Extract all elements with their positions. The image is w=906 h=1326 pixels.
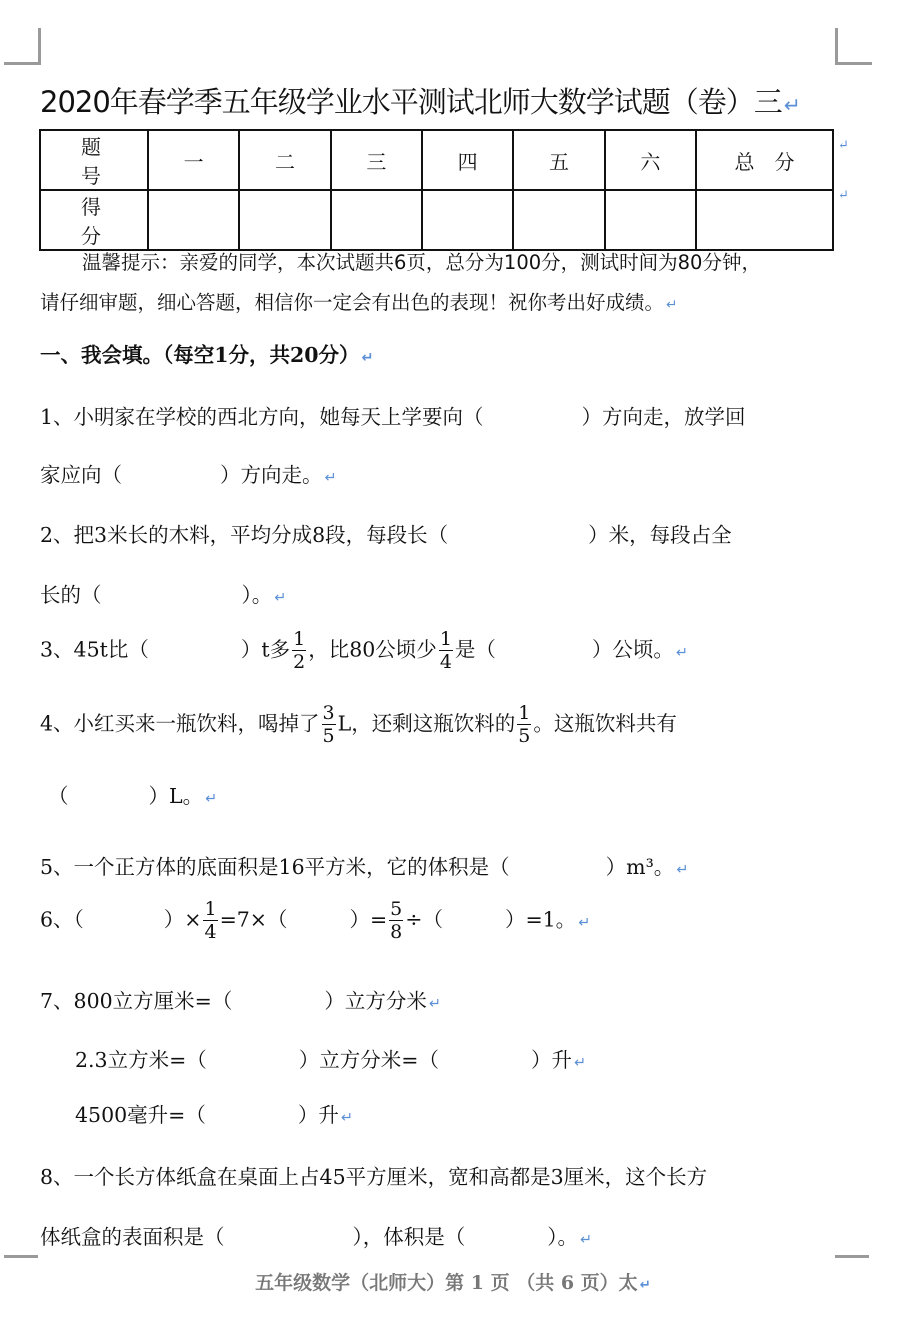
row-label-question-number: 题 号	[40, 130, 148, 190]
fraction: $\frac{1}{4}$	[439, 628, 452, 673]
header-cell-total: 总 分	[696, 130, 833, 190]
fraction: $\frac{1}{4}$	[204, 898, 217, 943]
question-7-line-2: 2.3立方米=（ ）立方分米=（ ）升 ↵	[75, 1048, 586, 1072]
score-table-header-row	[40, 130, 833, 190]
score-cell-6[interactable]	[605, 190, 696, 250]
header-cell-4: 四	[422, 130, 513, 190]
header-cell-3: 三	[331, 130, 422, 190]
score-cell-1[interactable]	[148, 190, 239, 250]
score-table-score-row	[40, 190, 833, 250]
header-cell-6: 六	[605, 130, 696, 190]
row-label-score: 得 分	[40, 190, 148, 250]
corner-mark-top-right	[835, 28, 872, 65]
question-8-line-1: 8、一个长方体纸盒在桌面上占45平方厘米，宽和高都是3厘米，这个长方	[40, 1165, 708, 1189]
corner-mark-top-left	[4, 28, 41, 65]
score-cell-2[interactable]	[239, 190, 330, 250]
score-cell-total[interactable]	[696, 190, 833, 250]
fraction: $\frac{1}{2}$	[293, 628, 306, 673]
fraction: $\frac{3}{5}$	[322, 702, 335, 747]
notice-line-1: 温馨提示：亲爱的同学，本次试题共6页，总分为100分，测试时间为80分钟，	[82, 251, 761, 274]
header-cell-1: 一	[148, 130, 239, 190]
return-mark-icon: ↵	[783, 93, 800, 117]
question-1-line-1: 1、小明家在学校的西北方向，她每天上学要向（ ）方向走，放学回	[40, 405, 746, 429]
return-mark-icon: ↵	[838, 188, 849, 203]
page-title: 2020年春学季五年级学业水平测试北师大数学试题（卷）三↵	[40, 85, 800, 119]
corner-mark-bottom-left	[4, 1255, 38, 1258]
fraction: $\frac{1}{5}$	[518, 702, 531, 747]
fraction: $\frac{5}{8}$	[390, 898, 403, 943]
score-cell-3[interactable]	[331, 190, 422, 250]
question-3: 3、45t比（ ）t多 $\frac{1}{2}$ ，比80公顷少 $\frac{1}{4}$ 是（ ）公顷。 ↵	[40, 628, 688, 673]
corner-mark-bottom-right	[835, 1255, 869, 1258]
section-1-heading: 一、我会填。（每空1分，共20分） ↵	[40, 343, 374, 367]
question-7-line-1: 7、800立方厘米=（ ）立方分米 ↵	[40, 989, 441, 1013]
question-2-line-2: 长的（ ）。 ↵	[40, 583, 287, 607]
question-5: 5、一个正方体的底面积是16平方米，它的体积是（ ）m³。 ↵	[40, 855, 689, 879]
question-4-line-1: 4、小红买来一瓶饮料，喝掉了 $\frac{3}{5}$ L，还剩这瓶饮料的 $\frac{1}{5}$ 。这瓶饮料共有	[40, 702, 677, 747]
question-8-line-2: 体纸盒的表面积是（ ），体积是（ ）。 ↵	[40, 1225, 593, 1249]
header-cell-5: 五	[513, 130, 604, 190]
score-cell-5[interactable]	[513, 190, 604, 250]
page-footer: 五年级数学（北师大）第 1 页 （共 6 页）太 ↵	[255, 1272, 651, 1294]
question-1-line-2: 家应向（ ）方向走。 ↵	[40, 463, 337, 487]
score-cell-4[interactable]	[422, 190, 513, 250]
question-7-line-3: 4500毫升=（ ）升 ↵	[75, 1103, 353, 1127]
header-cell-2: 二	[239, 130, 330, 190]
question-6: 6、（ ）× $\frac{1}{4}$ =7×（ ）= $\frac{5}{8}$ ÷（ ）=1。 ↵	[40, 898, 591, 943]
return-mark-icon: ↵	[838, 138, 849, 153]
notice-line-2: 请仔细审题，细心答题，相信你一定会有出色的表现！祝你考出好成绩。 ↵	[40, 291, 678, 314]
question-2-line-1: 2、把3米长的木料，平均分成8段，每段长（ ）米，每段占全	[40, 523, 732, 547]
score-table	[39, 129, 834, 251]
question-4-line-2: （ ）L。 ↵	[48, 784, 218, 808]
